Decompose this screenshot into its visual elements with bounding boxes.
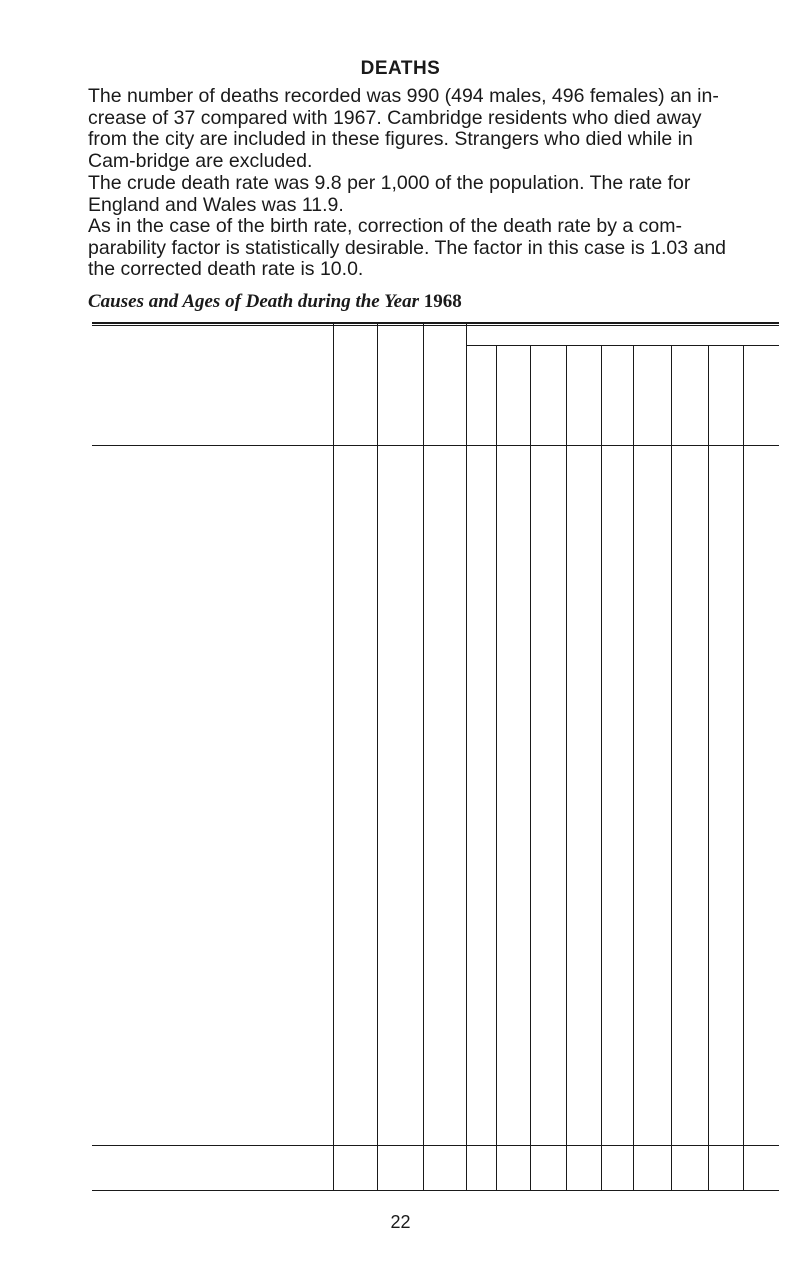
column-divider (423, 322, 424, 1190)
column-divider (601, 345, 602, 1190)
table-title (88, 291, 462, 313)
column-divider (530, 345, 531, 1190)
header-bottom-rule (92, 445, 779, 446)
column-divider (566, 345, 567, 1190)
paragraph-2: The crude death rate was 9.8 per 1,000 of the population. The rate for England and Wales was 11.9. (88, 172, 691, 216)
page-number: 22 (390, 1212, 411, 1232)
column-divider (743, 345, 744, 1190)
column-divider (377, 322, 378, 1190)
column-divider (633, 345, 634, 1190)
column-divider (496, 345, 497, 1190)
column-divider (333, 322, 334, 1190)
table-bottom-rule (92, 1145, 779, 1146)
column-divider (466, 322, 467, 1190)
paragraph-3: As in the case of the birth rate, correction of the death rate by a com-parability factor is statistically desirable. The factor in this case is 1.03 and the corrected death rate is 10.0. (88, 215, 727, 280)
total-bottom-rule (92, 1190, 779, 1191)
table-year: 1968 (423, 291, 462, 312)
page-title: DEATHS (360, 58, 441, 79)
column-divider (671, 345, 672, 1190)
table-top-rule-2 (92, 325, 779, 326)
age-group-rule (466, 345, 779, 346)
paragraph-1: The number of deaths recorded was 990 (494 males, 496 females) an in-crease of 37 compared with 1967. Cambridge residents who died away from the city are included in these figures. Strangers who died while in Cam-bridge are excluded. (88, 85, 719, 172)
table-top-rule (92, 322, 779, 324)
column-divider (708, 345, 709, 1190)
table-title-text: Causes and Ages of Death during the Year (88, 291, 419, 312)
